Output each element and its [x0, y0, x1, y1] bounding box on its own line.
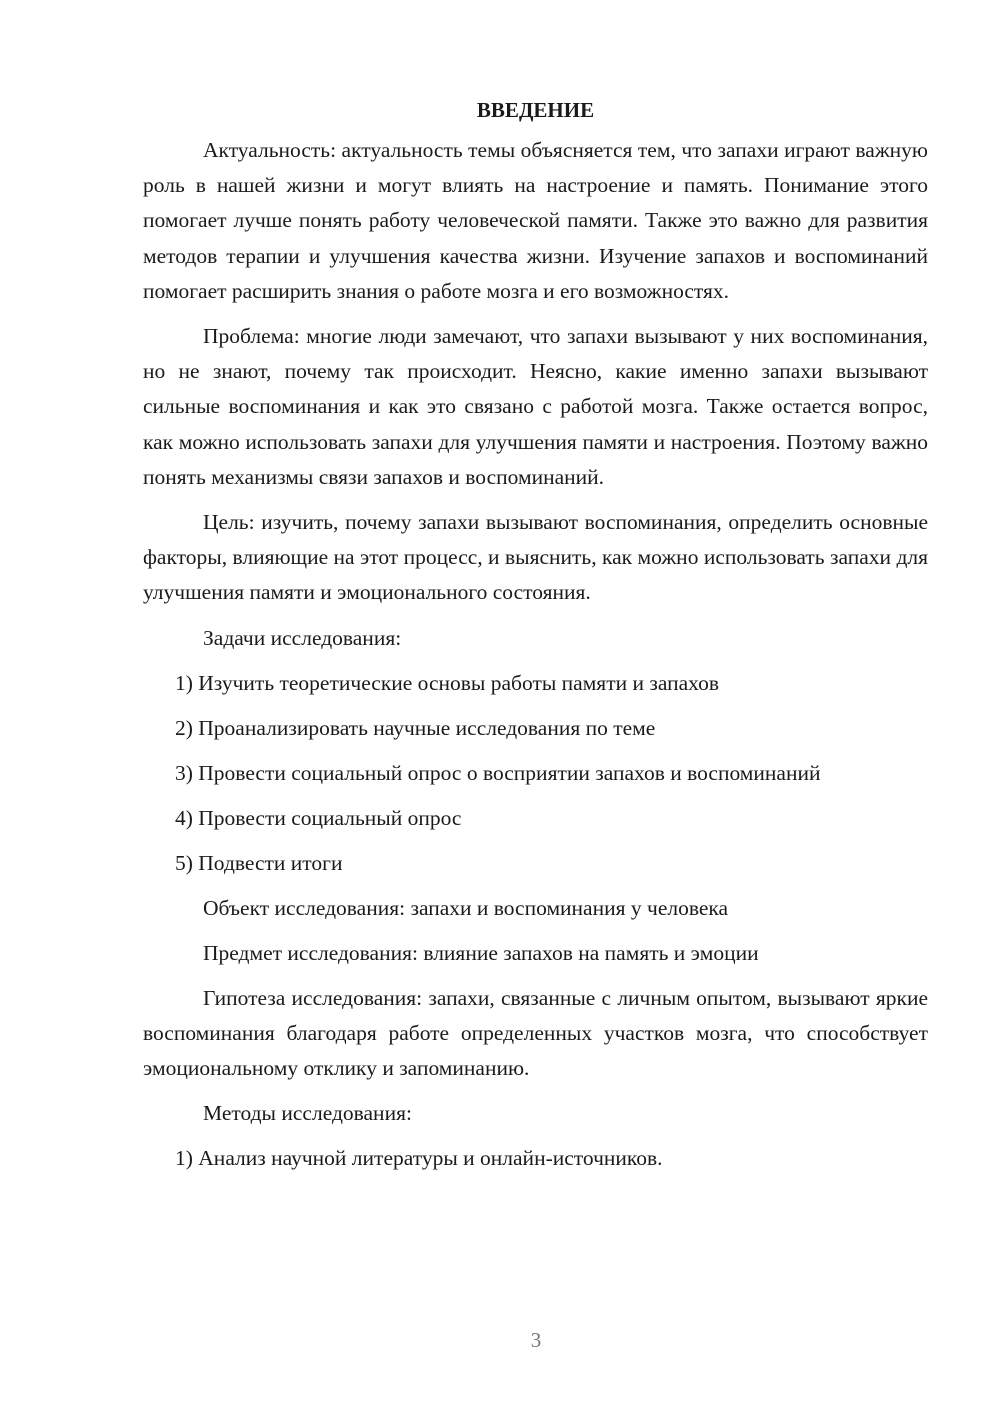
- list-item: 2) Проанализировать научные исследования по теме: [175, 715, 656, 740]
- list-item: 5) Подвести итоги: [175, 850, 343, 875]
- methods-list: [143, 1141, 928, 1176]
- hypothesis-paragraph: Гипотеза исследования: запахи, связанные с личным опытом, вызывают яркие воспоминания благодаря работе определенных участков мозга, что способствует эмоциональному отклику и запоминанию.: [143, 985, 928, 1081]
- tasks-heading: Задачи исследования:: [203, 625, 402, 650]
- list-item: 3) Провести социальный опрос о восприятии запахов и воспоминаний: [175, 760, 821, 785]
- list-item: 4) Провести социальный опрос: [175, 805, 462, 830]
- problem-paragraph: Проблема: многие люди замечают, что запахи вызывают у них воспоминания, но не знают, почему так происходит. Неясно, какие именно запахи вызывают сильные воспоминания и как это связано с работой мозга. Также остается вопрос, как можно использовать запахи для улучшения памяти и настроения. Поэтому важно понять механизмы связи запахов и воспоминаний.: [143, 324, 928, 489]
- relevance-paragraph: Актуальность: актуальность темы объясняется тем, что запахи играют важную роль в нашей жизни и могут влиять на настроение и память. Понимание этого помогает лучше понять работу человеческой памяти. Также это важно для развития методов терапии и улучшения качества жизни. Изучение запахов и воспоминаний помогает расширить знания о работе мозга и его возможностях.: [143, 138, 928, 303]
- document-page: [143, 96, 928, 1186]
- methods-heading: Методы исследования:: [203, 1101, 412, 1126]
- page-number: 3: [530, 1328, 542, 1352]
- list-item: 1) Анализ научной литературы и онлайн-источников.: [175, 1146, 663, 1171]
- section-title: ВВЕДЕНИЕ: [476, 98, 595, 122]
- tasks-list: [143, 666, 928, 881]
- research-object: Объект исследования: запахи и воспоминания у человека: [203, 895, 729, 920]
- goal-paragraph: Цель: изучить, почему запахи вызывают воспоминания, определить основные факторы, влияющие на этот процесс, и выяснить, как можно использовать запахи для улучшения памяти и эмоционального состояния.: [143, 510, 928, 605]
- list-item: 1) Изучить теоретические основы работы памяти и запахов: [175, 670, 719, 695]
- research-subject: Предмет исследования: влияние запахов на память и эмоции: [203, 940, 759, 965]
